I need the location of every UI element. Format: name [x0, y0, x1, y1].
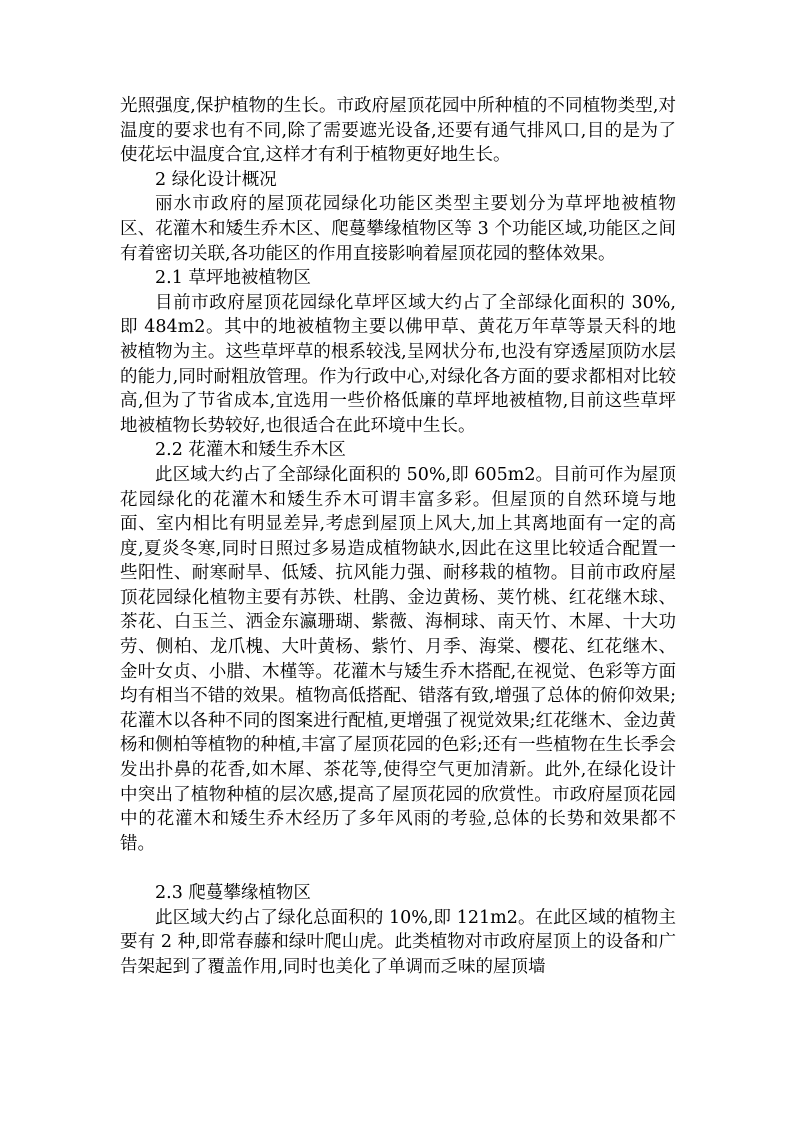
section-heading: 2 绿化设计概况	[155, 169, 277, 190]
subsection-heading: 2.2 花灌木和矮生乔木区	[155, 440, 346, 461]
subsection-heading: 2.3 爬蔓攀缘植物区	[155, 883, 311, 903]
paragraph: 光照强度,保护植物的生长。市政府屋顶花园中所种植的不同植物类型,对温度的要求也有不同,除了需要遮光设备,还要有通气排风口,目的是为了使花坛中温度合宜,这样才有利于植物更好地生长。	[120, 96, 676, 166]
document-body	[120, 94, 676, 979]
paragraph: 此区域大约占了绿化总面积的 10%,即 121m2。在此区域的植物主要有 2 种,即常春藤和绿叶爬山虎。此类植物对市政府屋顶上的设备和广告架起到了覆盖作用,同时也美化了单调而乏味的屋顶墙	[120, 907, 676, 977]
paragraph: 丽水市政府的屋顶花园绿化功能区类型主要划分为草坪地被植物区、花灌木和矮生乔木区、爬蔓攀缘植物区等 3 个功能区域,功能区之间有着密切关联,各功能区的作用直接影响着屋顶花园的整体效果。	[120, 194, 676, 264]
subsection-heading: 2.1 草坪地被植物区	[155, 268, 311, 289]
paragraph: 此区域大约占了全部绿化面积的 50%,即 605m2。目前可作为屋顶花园绿化的花灌木和矮生乔木可谓丰富多彩。但屋顶的自然环境与地面、室内相比有明显差异,考虑到屋顶上风大,加上其离地面有一定的高度,夏炎冬寒,同时日照过多易造成植物缺水,因此在这里比较适合配置一些阳性、耐寒耐旱、低矮、抗风能力强、耐移栽的植物。目前市政府屋顶花园绿化植物主要有苏铁、杜鹃、金边黄杨、荚竹桃、红花继木球、茶花、白玉兰、洒金东瀛珊瑚、紫薇、海桐球、南天竹、木犀、十大功劳、侧柏、龙爪槐、大叶黄杨、紫竹、月季、海棠、樱花、红花继木、金叶女贞、小腊、木槿等。花灌木与矮生乔木搭配,在视觉、色彩等方面均有相当不错的效果。植物高低搭配、错落有致,增强了总体的俯仰效果;花灌木以各种不同的图案进行配植,更增强了视觉效果;红花继木、金边黄杨和侧柏等植物的种植,丰富了屋顶花园的色彩;还有一些植物在生长季会发出扑鼻的花香,如木犀、茶花等,使得空气更加清新。此外,在绿化设计中突出了植物种植的层次感,提高了屋顶花园的欣赏性。市政府屋顶花园中的花灌木和矮生乔木经历了多年风雨的考验,总体的长势和效果都不错。	[120, 464, 676, 854]
paragraph: 目前市政府屋顶花园绿化草坪区域大约占了全部绿化面积的 30%,即 484m2。其中的地被植物主要以佛甲草、黄花万年草等景天科的地被植物为主。这些草坪草的根系较浅,呈网状分布,也没有穿透屋顶防水层的能力,同时耐粗放管理。作为行政中心,对绿化各方面的要求都相对比较高,但为了节省成本,宜选用一些价格低廉的草坪地被植物,目前这些草坪地被植物长势较好,也很适合在此环境中生长。	[120, 292, 676, 436]
